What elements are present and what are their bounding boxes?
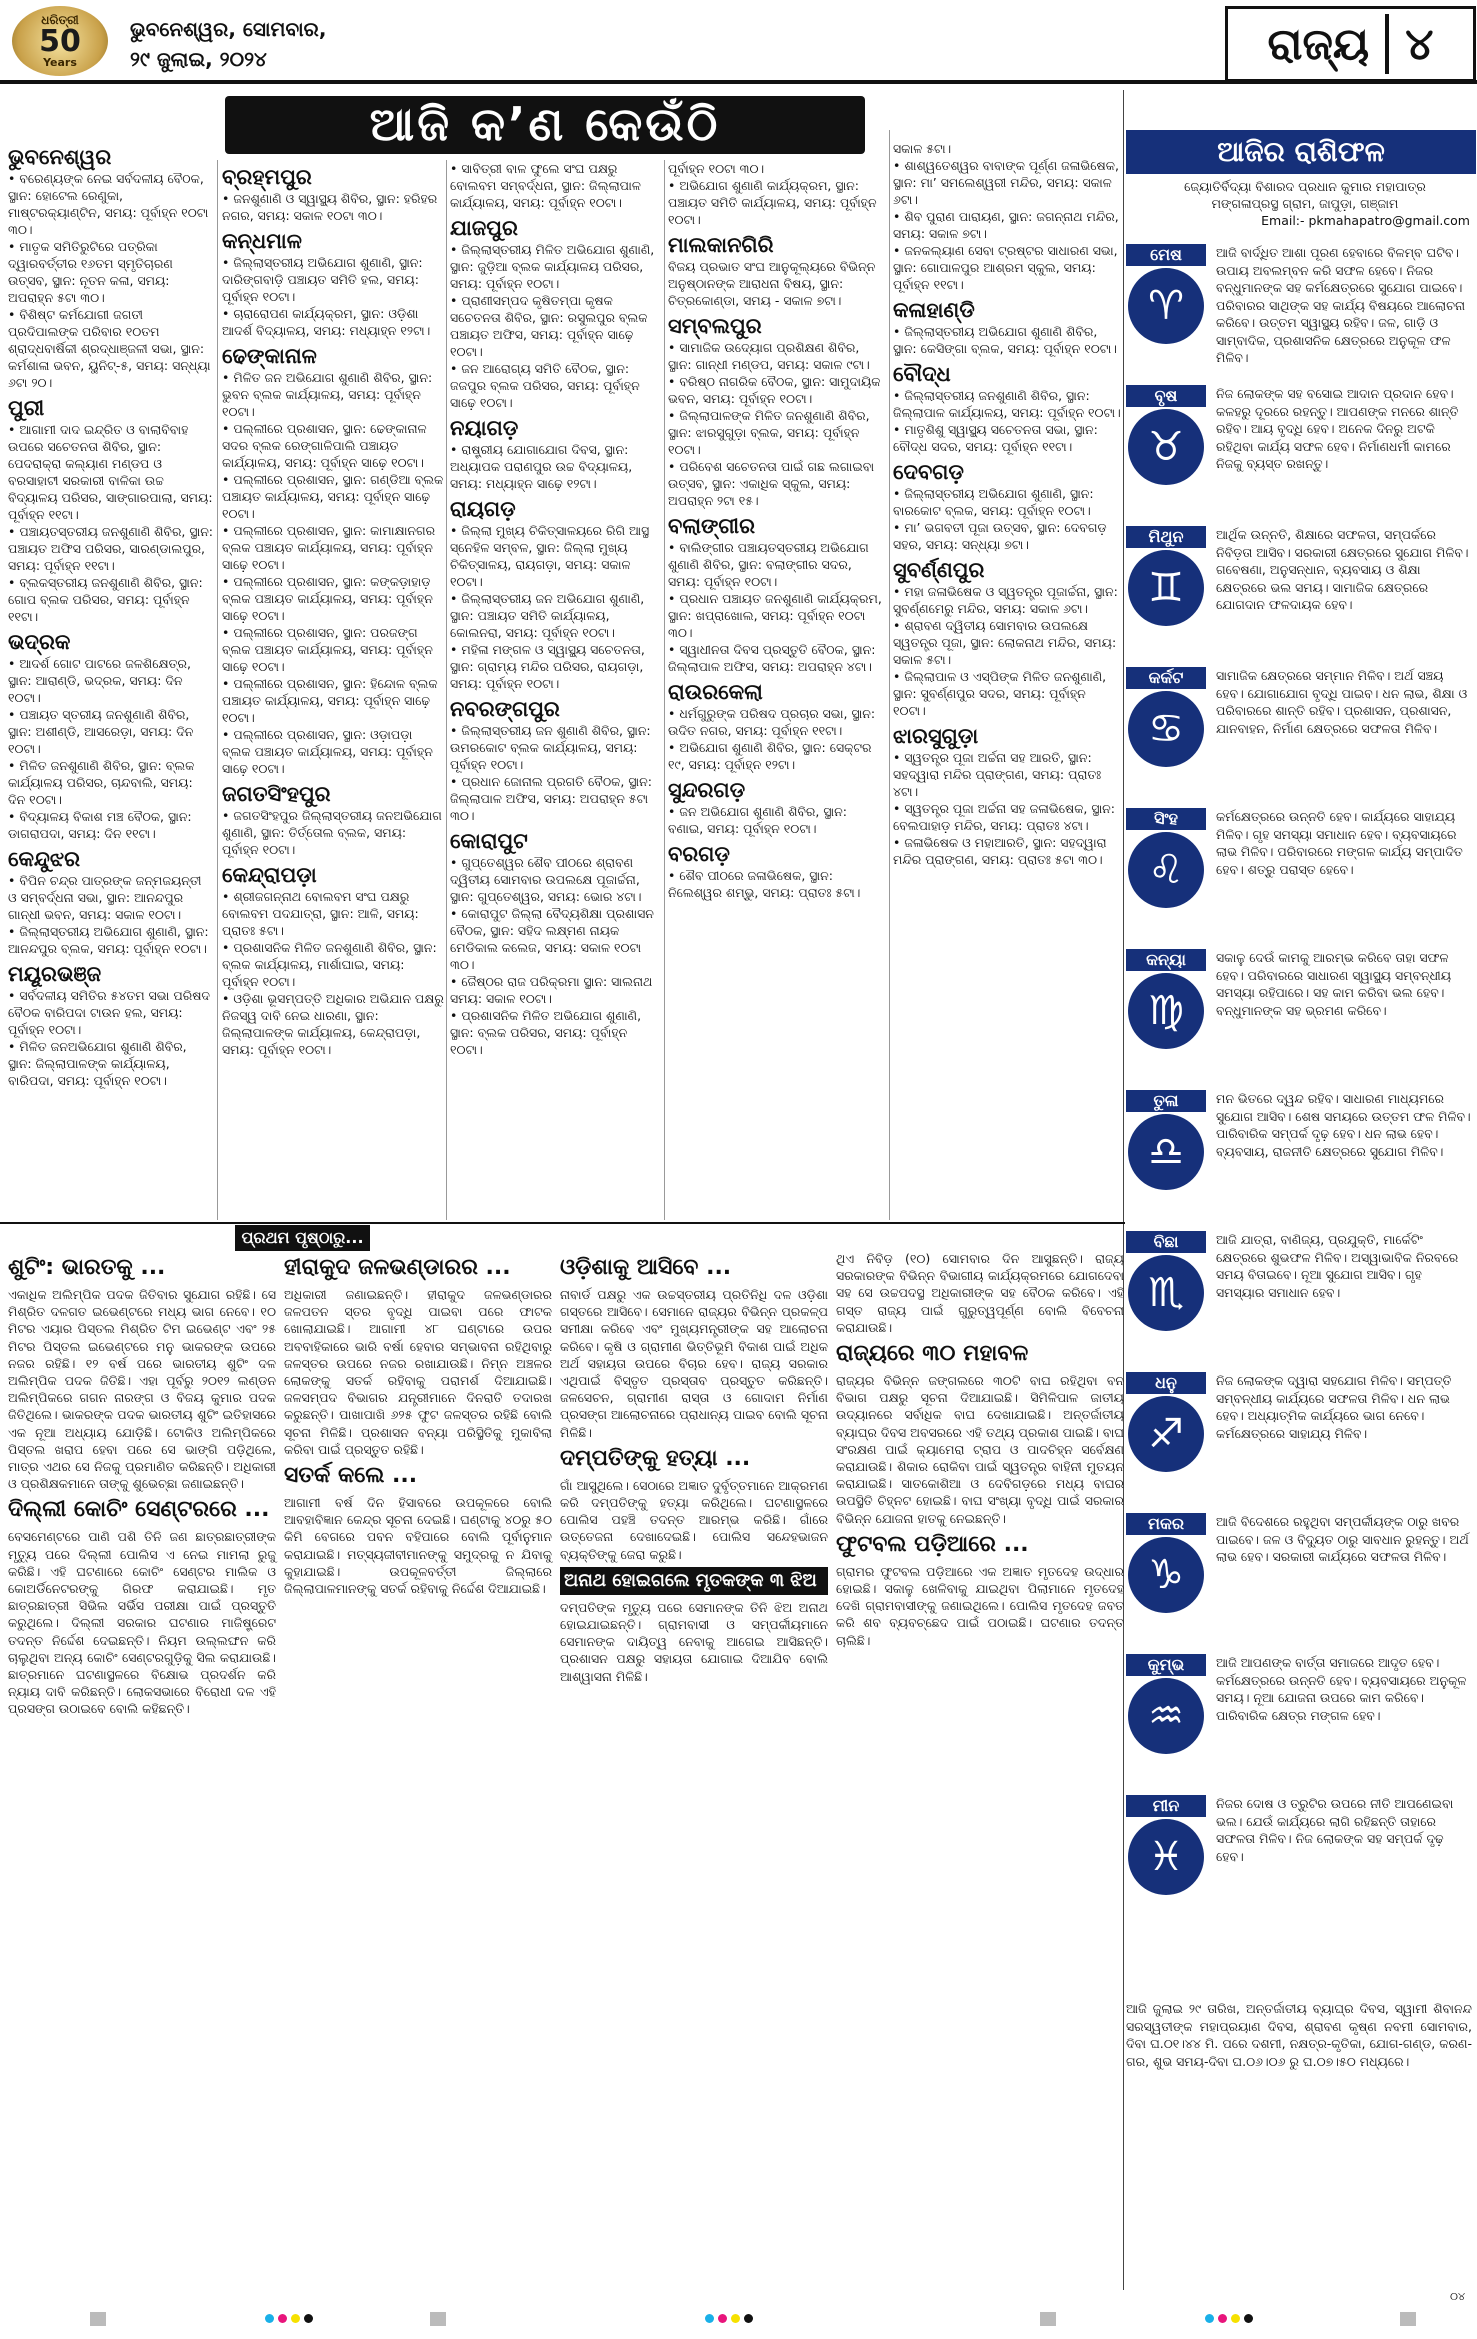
rashi-prediction: ଆଜି ବାର୍ଦ୍ଧିତ ଆଶା ପୂରଣ ହେବାରେ ବିଳମ୍ବ ଘଟିବ। ଉପାୟ ଅବଲମ୍ବନ କରି ସଫଳ ହେବେ। ନିଜର ବନ୍ଧୁମାନଙ୍କ ସହ କର୍ମକ୍ଷେତ୍ରରେ ସୁଯୋଗ ପାଇବେ। ପରିବାରର ସାଥିଙ୍କ ସହ କାର୍ଯ୍ୟ ବିଷୟରେ ଆଲୋଚନା କରିବେ। ଉତ୍ତମ ସ୍ୱାସ୍ଥ୍ୟ ରହିବ। ଜଳ, ଗାଡ଼ି ଓ ସାମ୍ବାଦିକ, ପ୍ରଶାସନିକ କ୍ଷେତ୍ରରେ ଅନୁକୂଳ ଫଳ ମିଳିବ।: [1216, 245, 1466, 365]
article-body: ଅଧିକାରୀ ଜଣାଇଛନ୍ତି। ହୀରାକୁଦ ଜଳଭଣ୍ଡାରର ଜଳପତନ ସ୍ତର ବୃଦ୍ଧି ପାଇବା ପରେ ଫାଟକ ଖୋଲାଯାଇଛି। ଆଗାମୀ ୪୮ ଘଣ୍ଟାରେ ଉପର ଅବବାହିକାରେ ଭାରି ବର୍ଷା ହେବାର ସମ୍ଭାବନା ରହିଥିବାରୁ ଜଳସ୍ତର ଉପରେ ନଜର ରଖାଯାଉଛି। ନିମ୍ନ ଅଞ୍ଚଳର ଲୋକଙ୍କୁ ସତର୍କ ରହିବାକୁ ପରାମର୍ଶ ଦିଆଯାଇଛି। ଜଳସମ୍ପଦ ବିଭାଗର ଯନ୍ତ୍ରୀମାନେ ଦିନରାତି ତଦାରଖ କରୁଛନ୍ତି। ପାଖାପାଖି ୬୨୫ ଫୁଟ ଜଳସ୍ତର ରହିଛି ବୋଲି ସୂଚନା ମିଳିଛି। ପ୍ରଶାସନ ବନ୍ୟା ପରିସ୍ଥିତିକୁ ମୁକାବିଲା କରିବା ପାଇଁ ପ୍ରସ୍ତୁତ ରହିଛି।: [284, 1287, 552, 1457]
event-item: • ସ୍ୱତନ୍ତ୍ର ପୂଜା ଅର୍ଚ୍ଚନା ସହ ଜଳାଭିଷେକ, ସ୍ଥାନ: ବେଲପାହାଡ଼ ମନ୍ଦିର, ସମୟ: ପ୍ରାତଃ ୪ଟା।: [893, 801, 1116, 833]
district-heading: କଳାହାଣ୍ଡି: [893, 298, 975, 322]
rashi-prediction: ନିଜ ଲୋକଙ୍କ ଦ୍ୱାରା ସହଯୋଗ ମିଳିବ। ସମ୍ପତ୍ତି ସମ୍ବନ୍ଧୀୟ କାର୍ଯ୍ୟରେ ସଫଳତା ମିଳିବ। ଧନ ଲାଭ ହେବ। ଅଧ୍ୟାତ୍ମିକ କାର୍ଯ୍ୟରେ ଭାଗ ନେବେ। କର୍ମକ୍ଷେତ୍ରରେ ସାହାଯ୍ୟ ମିଳିବ।: [1216, 1373, 1452, 1441]
rashi-name: ତୁଳା: [1126, 1090, 1206, 1112]
rashi-name: ମୀନ: [1126, 1795, 1206, 1817]
event-item: • ଆଦର୍ଶ ଗୋଟ ପାଟରେ ଜଳଶିକ୍ଷେତ୍ର, ସ୍ଥାନ: ଆରାଣ୍ଡି, ଭଦ୍ରକ, ସମୟ: ଦିନ ୧୦ଟା।: [8, 656, 191, 705]
newspaper-logo[interactable]: [12, 6, 108, 76]
date-line: [130, 14, 326, 74]
event-item: • ଜିଲ୍ଲାସ୍ତରୀୟ ଜନ ଶୁଣାଣି ଶିବିର, ସ୍ଥାନ: ଉମରକୋଟ ବ୍ଲକ କାର୍ଯ୍ୟାଳୟ, ସମୟ: ପୂର୍ବାହ୍ନ ୧୦ଟା।: [450, 723, 651, 772]
event-item: • ଶୈବ ପୀଠରେ ଜଳାଭିଷେକ, ସ୍ଥାନ: ନିଲେଶ୍ୱର ଶମ୍ଭୁ, ସମୟ: ପ୍ରାତଃ ୫ଟା।: [668, 868, 861, 900]
rashi-name: ମକର: [1126, 1513, 1206, 1535]
event-item: • ମା’ ଭଗବତୀ ପୂଜା ଉତ୍ସବ, ସ୍ଥାନ: ଦେବଗଡ଼ ସହର, ସମୟ: ସନ୍ଧ୍ୟା ୭ଟା।: [893, 520, 1107, 552]
event-item: • ପଞ୍ଚାୟତସ୍ତରୀୟ ଜନଶୁଣାଣି ଶିବିର, ସ୍ଥାନ: ପଞ୍ଚାୟତ ଅଫିସ ପରିସର, ସାରଣ୍ଡାଲପୁର, ସମୟ: ପୂର୍ବାହ୍ନ ୧୧ଟା।: [8, 524, 214, 573]
district-heading: ଯାଜପୁର: [450, 216, 518, 240]
rashi-prediction: ଆଜି ବିଦେଶରେ ରହୁଥିବା ସମ୍ପର୍କୀୟଙ୍କ ଠାରୁ ଖବର ପାଇବେ। ଜଳ ଓ ବିଦ୍ୟୁତ ଠାରୁ ସାବଧାନ ରୁହନ୍ତୁ। ଅର୍ଥ ଲାଭ ହେବ। ସରକାରୀ କାର୍ଯ୍ୟରେ ସଫଳତା ମିଳିବ।: [1216, 1514, 1469, 1564]
event-item: • ଜଗତସିଂହପୁର ଜିଲ୍ଲାସ୍ତରୀୟ ଜନଅଭିଯୋଗ ଶୁଣାଣି, ସ୍ଥାନ: ତିର୍ତ୍ତୋଲ ବ୍ଲକ, ସମୟ: ପୂର୍ବାହ୍ନ ୧୦ଟା।: [222, 808, 442, 857]
article-body: ଗାଁ ଆସୁଥିଲେ। ସେଠାରେ ଅଜ୍ଞାତ ଦୁର୍ବୃତ୍ତମାନେ ଆକ୍ରମଣ କରି ଦମ୍ପତିଙ୍କୁ ହତ୍ୟା କରିଥିଲେ। ଘଟଣାସ୍ଥଳରେ ପୋଲିସ ପହଞ୍ଚି ତଦନ୍ତ ଆରମ୍ଭ କରିଛି। ଗାଁରେ ଉତ୍ତେଜନା ଦେଖାଦେଇଛି। ପୋଲିସ ସନ୍ଦେହଭାଜନ ବ୍ୟକ୍ତିଙ୍କୁ ଜେରା କରୁଛି।: [560, 1477, 828, 1562]
event-item: • ଜିଲ୍ଲାସ୍ତରୀୟ ମିଳିତ ଅଭିଯୋଗ ଶୁଣାଣି, ସ୍ଥାନ: ଜୁଡ଼ିଆ ବ୍ଲକ କାର୍ଯ୍ୟାଳୟ ପରିସର, ସମୟ: ପୂର୍ବାହ୍ନ ୧୦ଟା।: [450, 242, 655, 291]
article-headline[interactable]: ଶୁଟିଂ: ଭାରତକୁ ...: [8, 1255, 166, 1280]
district-heading: ପୁରୀ: [8, 396, 45, 420]
article-body: ନାବାର୍ଡ ପକ୍ଷରୁ ଏକ ଉଚ୍ଚସ୍ତରୀୟ ପ୍ରତିନିଧି ଦଳ ଓଡ଼ିଶା ଗସ୍ତରେ ଆସିବେ। ସେମାନେ ରାଜ୍ୟର ବିଭିନ୍ନ ପ୍ରକଳ୍ପ ସମୀକ୍ଷା କରିବେ ଏବଂ ମୁଖ୍ୟମନ୍ତ୍ରୀଙ୍କ ସହ ଆଲୋଚନା କରିବେ। କୃଷି ଓ ଗ୍ରାମୀଣ ଭିତ୍ତିଭୂମି ବିକାଶ ପାଇଁ ଅଧିକ ଅର୍ଥ ସହାୟତା ଉପରେ ବିଚାର ହେବ। ରାଜ୍ୟ ସରକାର ଏଥିପାଇଁ ବିସ୍ତୃତ ପ୍ରସ୍ତାବ ପ୍ରସ୍ତୁତ କରିଛନ୍ତି। ଜଳସେଚନ, ଗ୍ରାମୀଣ ରାସ୍ତା ଓ ଗୋଦାମ ନିର୍ମାଣ ପ୍ରସଙ୍ଗ ଆଲୋଚନାରେ ପ୍ରାଧାନ୍ୟ ପାଇବ ବୋଲି ସୂଚନା ମିଳିଛି।: [560, 1287, 828, 1440]
event-item: • ସାବିତ୍ରୀ ବାଳ ଫୁଲେ ସଂଘ ପକ୍ଷରୁ ବୋଲବମ ସମ୍ବର୍ଦ୍ଧନା, ସ୍ଥାନ: ଜିଲ୍ଲାପାଳ କାର୍ଯ୍ୟାଳୟ, ସମୟ: ପୂର୍ବାହ୍ନ ୧୦ଟା।: [450, 161, 641, 210]
district-heading: ବଲାଙ୍ଗୀର: [668, 514, 755, 538]
event-item: • ଜୈଷ୍ଠର ରାଜ ପରିକ୍ରମା ସ୍ଥାନ: ସାଲନାଥ ସମୟ: ସକାଳ ୧୦ଟା।: [450, 974, 653, 1006]
district-heading: ବରଗଡ଼: [668, 842, 730, 866]
magenta-dot: [278, 2314, 287, 2323]
event-item: • ଜିଲ୍ଲାସ୍ତରୀୟ ଅଭିଯୋଗ ଶୁଣାଣି, ସ୍ଥାନ: ବାରକୋଟ ବ୍ଲକ, ସମୟ: ପୂର୍ବାହ୍ନ ୧୦ଟା।: [893, 486, 1094, 518]
district-heading: ମାଲକାନଗିରି: [668, 233, 774, 257]
event-item: • ମିଳିତ ଜନଶୁଣାଣି ଶିବିର, ସ୍ଥାନ: ବ୍ଲକ କାର୍ଯ୍ୟାଳୟ ପରିସର, ଚାନ୍ଦବାଲି, ସମୟ: ଦିନ ୧୦ଟା।: [8, 758, 195, 807]
district-heading: ଝାରସୁଗୁଡ଼ା: [893, 724, 979, 748]
article-headline[interactable]: ଅନାଥ ହୋଇଗଲେ ମୃତକଙ୍କ ୩ ଝିଅ: [560, 1567, 828, 1595]
event-item: • ଅଭିଯୋଗ ଶୁଣାଣି କାର୍ଯ୍ୟକ୍ରମ, ସ୍ଥାନ: ପଞ୍ଚାୟତ ସମିତି କାର୍ଯ୍ୟାଳୟ, ସମୟ: ପୂର୍ବାହ୍ନ ୧୦ଟା।: [668, 178, 877, 227]
event-item: • ଜିଲ୍ଲାସ୍ତରୀୟ ଅଭିଯୋଗ ଶୁଣାଣି ଶିବିର, ସ୍ଥାନ: କେସିଙ୍ଗା ବ୍ଲକ, ସମୟ: ପୂର୍ବାହ୍ନ ୧୦ଟା।: [893, 324, 1117, 356]
event-item: • ଜନ ଆରୋଗ୍ୟ ସମିତି ବୈଠକ, ସ୍ଥାନ: ଜଜପୁର ବ୍ଲକ ପରିସର, ସମୟ: ପୂର୍ବାହ୍ନ ସାଢ଼େ ୧୦ଟା।: [450, 361, 640, 410]
event-item: • ମାତୃଶିଶୁ ସ୍ୱାସ୍ଥ୍ୟ ସଚେତନତା ସଭା, ସ୍ଥାନ: ବୌଦ୍ଧ ସଦର, ସମୟ: ପୂର୍ବାହ୍ନ ୧୧ଟା।: [893, 422, 1098, 454]
zodiac-icon: ♍: [1128, 973, 1204, 1049]
event-item: • ଶିବ ପୁରାଣ ପାରାୟଣ, ସ୍ଥାନ: ଜଗନ୍ନାଥ ମନ୍ଦିର, ସମୟ: ସକାଳ ୭ଟା।: [893, 209, 1119, 241]
district-heading: ଭୁବନେଶ୍ୱର: [8, 145, 112, 169]
zodiac-icon: ♒: [1128, 1678, 1204, 1754]
district-heading: ଢେଙ୍କାନାଳ: [222, 344, 317, 368]
article-headline[interactable]: ଦିଲ୍ଲୀ କୋଚିଂ ସେଣ୍ଟରରେ ...: [8, 1497, 270, 1523]
rashi-name: କର୍କଟ: [1126, 667, 1206, 689]
event-item: • ବାଲିଙ୍ଗୀର ପଞ୍ଚାୟତସ୍ତରୀୟ ଅଭିଯୋଗ ଶୁଣାଣି ଶିବିର, ସ୍ଥାନ: ବଲାଙ୍ଗୀର ସଦର, ସମୟ: ପୂର୍ବାହ୍ନ ୧୦ଟା।: [668, 540, 869, 589]
event-item: • ଜନକଲ୍ୟାଣ ସେବା ଟ୍ରଷ୍ଟର ସାଧାରଣ ସଭା, ସ୍ଥାନ: ଗୋପାଳପୁର ଆଶ୍ରମ ସ୍କୁଲ, ସମୟ: ପୂର୍ବାହ୍ନ ୧୧ଟା।: [893, 243, 1118, 292]
article-headline[interactable]: ଓଡ଼ିଶାକୁ ଆସିବେ ...: [560, 1255, 732, 1280]
rashi-name: କନ୍ୟା: [1126, 949, 1206, 971]
event-item: • ପଲ୍ଲୀରେ ପ୍ରଶାସନ, ସ୍ଥାନ: ହିନ୍ଦୋଳ ବ୍ଲକ ପଞ୍ଚାୟତ କାର୍ଯ୍ୟାଳୟ, ସମୟ: ପୂର୍ବାହ୍ନ ସାଢ଼େ ୧୦ଟା।: [222, 676, 438, 725]
event-item: • ଚାରାରୋପଣ କାର୍ଯ୍ୟକ୍ରମ, ସ୍ଥାନ: ଓଡ଼ିଶା ଆଦର୍ଶ ବିଦ୍ୟାଳୟ, ସମୟ: ମଧ୍ୟାହ୍ନ ୧୨ଟା।: [222, 306, 431, 338]
registration-bar: [1400, 2312, 1416, 2326]
rashi-prediction: ଆଜି ଆପଣଙ୍କ ବାର୍ତ୍ତା ସମାଜରେ ଆଦୃତ ହେବ। କର୍ମକ୍ଷେତ୍ରରେ ଉନ୍ନତି ହେବ। ବ୍ୟବସାୟରେ ଅନୁକୂଳ ସମୟ। ନୂଆ ଯୋଜନା ଉପରେ କାମ କରିବେ। ପାରିବାରିକ କ୍ଷେତ୍ର ମଙ୍ଗଳ ହେବ।: [1216, 1655, 1467, 1723]
article-body: ଏକାଧିକ ଅଲିମ୍ପିକ ପଦକ ଜିତିବାର ସୁଯୋଗ ରହିଛି। ସେ ମିଶ୍ରିତ ଦଳଗତ ଇଭେଣ୍ଟରେ ମଧ୍ୟ ଭାଗ ନେବେ। ୧୦ ମିଟର ଏୟାର ପିସ୍ତଲ ମିଶ୍ରିତ ଟିମ ଇଭେଣ୍ଟ ଏବଂ ୨୫ ମିଟର ପିସ୍ତଲ ଇଭେଣ୍ଟରେ ମନୁ ଭାକରଙ୍କ ଉପରେ ନଜର ରହିଛି। ୧୨ ବର୍ଷ ପରେ ଭାରତୀୟ ଶୁଟିଂ ଦଳ ଅଲିମ୍ପିକ ପଦକ ଜିତିଛି। ଏହା ପୂର୍ବରୁ ୨୦୧୨ ଲଣ୍ଡନ ଅଲିମ୍ପିକରେ ଗଗନ ନାରଙ୍ଗ ଓ ବିଜୟ କୁମାର ପଦକ ଜିତିଥିଲେ। ଭାକରଙ୍କ ପଦକ ଭାରତୀୟ ଶୁଟିଂ ଇତିହାସରେ ଏକ ନୂଆ ଅଧ୍ୟାୟ ଯୋଡ଼ିଛି। ଟୋକିଓ ଅଲିମ୍ପିକରେ ପିସ୍ତଲ ଖରାପ ହେବା ପରେ ସେ ଭାଙ୍ଗି ପଡ଼ିଥିଲେ, ମାତ୍ର ଏଥର ସେ ନିଜକୁ ପ୍ରମାଣିତ କରିଛନ୍ତି। ଅଧିକାରୀ ଓ ପ୍ରଶିକ୍ଷକମାନେ ତାଙ୍କୁ ଶୁଭେଚ୍ଛା ଜଣାଇଛନ୍ତି।: [8, 1287, 276, 1492]
rashi-prediction: ସକାଳୁ ଦେଉଁ କାମକୁ ଆରମ୍ଭ କରିବେ ତାହା ସଫଳ ହେବ। ପରିବାରରେ ସାଧାରଣ ସ୍ୱାସ୍ଥ୍ୟ ସମ୍ବନ୍ଧୀୟ ସମସ୍ୟା ରହିପାରେ। ସହ କାମ କରିବା ଭଲ ହେବ। ବନ୍ଧୁମାନଙ୍କ ସହ ଭ୍ରମଣ କରିବେ।: [1216, 950, 1452, 1018]
event-item: • ମିଳିତ ଜନ ଅଭିଯୋଗ ଶୁଣାଣି ଶିବିର, ସ୍ଥାନ: ଭୁବନ ବ୍ଲକ କାର୍ଯ୍ୟାଳୟ, ସମୟ: ପୂର୍ବାହ୍ନ ୧୦ଟା।: [222, 370, 433, 419]
almanac-text: ଆଜି ଜୁଲାଇ ୨୯ ତାରିଖ, ଅନ୍ତର୍ଜାତୀୟ ବ୍ୟାଘ୍ର ଦିବସ, ସ୍ୱାମୀ ଶିବାନନ୍ଦ ସରସ୍ୱତୀଙ୍କ ମହାପ୍ରୟାଣ ଦିବସ, ଶ୍ରାବଣ କୃଷ୍ଣ ନବମୀ ସୋମବାର, ଦିବା ଘ.୦୧।୪୪ ମି. ପରେ ଦଶମୀ, ନକ୍ଷତ୍ର-କୃତିକା, ଯୋଗ-ଗଣ୍ଡ, କରଣ-ଗର, ଶୁଭ ସମୟ-ଦିବା ଘ.୦୬।୦୬ ରୁ ଘ.୦୭।୫୦ ମଧ୍ୟରେ।: [1126, 2001, 1472, 2069]
header-rule: [0, 80, 1477, 84]
rashi-prediction: ନିଜ ଲୋକଙ୍କ ସହ ବସୋଇ ଆଦାନ ପ୍ରଦାନ ହେବ। କଳହରୁ ଦୂରରେ ରହନ୍ତୁ। ଆପଣଙ୍କ ମନରେ ଶାନ୍ତି ରହିବ। ଆୟ ବୃଦ୍ଧି ହେବ। ଅନେକ ଦିନରୁ ଅଟକି ରହିଥିବା କାର୍ଯ୍ୟ ସଫଳ ହେବ। ନିର୍ମାଣଧର୍ମୀ କାମରେ ନିଜକୁ ବ୍ୟସ୍ତ ରଖନ୍ତୁ।: [1216, 386, 1459, 471]
event-item: • ଓଡ଼ିଶା ଭୂସମ୍ପତ୍ତି ଅଧିକାର ଅଭିଯାନ ପକ୍ଷରୁ ନିଜସ୍ୱ ଦାବି ନେଇ ଧାରଣା, ସ୍ଥାନ: ଜିଲ୍ଲାପାଳଙ୍କ କାର୍ଯ୍ୟାଳୟ, କେନ୍ଦ୍ରାପଡ଼ା, ସମୟ: ପୂର୍ବାହ୍ନ ୧୦ଟା।: [222, 991, 444, 1057]
event-item: • ବିଦ୍ୟାଳୟ ବିକାଶ ମଞ୍ଚ ବୈଠକ, ସ୍ଥାନ: ଡାଗରାପଦା, ସମୟ: ଦିନ ୧୧ଟା।: [8, 809, 192, 841]
district-heading: ସମ୍ବଲପୁର: [668, 314, 762, 338]
event-item: • ପ୍ରାଣୀସମ୍ପଦ କୃଷିତମ୍ପା କୃଷକ ସଚେତନତା ଶିବିର, ସ୍ଥାନ: ରସୁଲପୁର ବ୍ଲକ ପଞ୍ଚାୟତ ଅଫିସ, ସମୟ: ପୂର୍ବାହ୍ନ ସାଢ଼େ ୧୦ଟା।: [450, 293, 648, 359]
yellow-dot: [291, 2314, 300, 2323]
column-divider: [217, 160, 218, 1220]
zodiac-icon: ♋: [1128, 691, 1204, 767]
author-address: ମଙ୍ଗଳାପ୍ରସ୍ଥ ଗ୍ରାମ, ଜାପୁଡ଼ା, ଗଞ୍ଜାମ: [1211, 196, 1399, 211]
zodiac-icon: ♌: [1128, 832, 1204, 908]
zodiac-icon: ♈: [1128, 268, 1204, 344]
rashi-name: ସିଂହ: [1126, 808, 1206, 830]
event-item: • ପ୍ରଧାନ ଜୋନାଲ ପ୍ରଗତି ବୈଠକ, ସ୍ଥାନ: ଜିଲ୍ଲାପାଳ ଅଫିସ, ସମୟ: ଅପରାହ୍ନ ୫ଟା ୩୦।: [450, 774, 652, 823]
event-item: • ବିପିନ ଚନ୍ଦ୍ର ପାତ୍ରଙ୍କ ଜନ୍ମଜୟନ୍ତୀ ଓ ସମ୍ବର୍ଦ୍ଧନା ସଭା, ସ୍ଥାନ: ଆନନ୍ଦପୁର ଗାନ୍ଧୀ ଭବନ, ସମୟ: ସକାଳ ୧୦ଟା।: [8, 873, 202, 922]
district-heading: ମୟୂରଭଞ୍ଜ: [8, 962, 102, 986]
event-item: • ଜିଲ୍ଲାପାଳଙ୍କ ମିଳିତ ଜନଶୁଣାଣି ଶିବିର, ସ୍ଥାନ: ଝାରସୁଗୁଡ଼ା ବ୍ଲକ, ସମୟ: ପୂର୍ବାହ୍ନ ୧୦ଟା।: [668, 408, 870, 457]
article-body: ଆଗାମୀ ବର୍ଷ ଦିନ ହିସାବରେ ଉପକୂଳରେ ବୋଲି ଆବହାବିଜ୍ଞାନ କେନ୍ଦ୍ର ସୂଚନା ଦେଇଛି। ଘଣ୍ଟାକୁ ୪୦ରୁ ୫୦ କିମି ବେଗରେ ପବନ ବହିପାରେ ବୋଲି ପୂର୍ବାନୁମାନ କରାଯାଇଛି। ମତ୍ସ୍ୟଜୀବୀମାନଙ୍କୁ ସମୁଦ୍ରକୁ ନ ଯିବାକୁ କୁହାଯାଇଛି। ଉପକୂଳବର୍ତ୍ତୀ ଜିଲ୍ଲାରେ ଜିଲ୍ଲାପାଳମାନଙ୍କୁ ସତର୍କ ରହିବାକୁ ନିର୍ଦ୍ଦେଶ ଦିଆଯାଇଛି।: [284, 1495, 552, 1597]
event-item: • ମହା ଜଳାଭିଷେକ ଓ ସ୍ୱତନ୍ତ୍ର ପୂଜାର୍ଚ୍ଚନା, ସ୍ଥାନ: ସୁବର୍ଣ୍ଣମେରୁ ମନ୍ଦିର, ସମୟ: ସକାଳ ୬ଟା।: [893, 584, 1118, 616]
event-item: • ସ୍ୱତନ୍ତ୍ର ପୂଜା ଅର୍ଚ୍ଚନା ସହ ଆରତି, ସ୍ଥାନ: ସହଦ୍ୱାରା ମନ୍ଦିର ପ୍ରାଙ୍ଗଣ, ସମୟ: ପ୍ରାତଃ ୪ଟା।: [893, 750, 1102, 799]
article-headline[interactable]: ରାଜ୍ୟରେ ୩୦ ମହାବଳ: [836, 1341, 1029, 1367]
page-number-big: ୪: [1405, 18, 1434, 70]
event-item: • କୋରାପୁଟ ଜିଲ୍ଲା ବୈଦ୍ୟଶିକ୍ଷା ପ୍ରଶାସନ ବୈଠକ, ସ୍ଥାନ: ସହିଦ ଲକ୍ଷ୍ମଣ ନାୟକ ମେଡିକାଲ କଲେଜ, ସମୟ: ସକାଳ ୧୦ଟା ୩୦।: [450, 906, 654, 972]
event-item: • ରାଷ୍ଟ୍ରୀୟ ଯୋଗାଯୋଗ ଦିବସ, ସ୍ଥାନ: ଅଧ୍ୟାପକ ପରାଣପୁର ଉଚ୍ଚ ବିଦ୍ୟାଳୟ, ସମୟ: ମଧ୍ୟାହ୍ନ ସାଢ଼େ ୧୨ଟା।: [450, 442, 633, 491]
event-item: • ସାମାଜିକ ଉଦ୍ୟୋଗ ପ୍ରଶିକ୍ଷଣ ଶିବିର, ସ୍ଥାନ: ଗାନ୍ଧୀ ମଣ୍ଡପ, ସମୟ: ସକାଳ ୯ଟା।: [668, 340, 870, 372]
event-item: • ପରିବେଶ ସଚେତନତା ପାଇଁ ଗଛ ଲଗାଇବା ଉତ୍ସବ, ସ୍ଥାନ: ଏକାଧିକ ସ୍କୁଲ, ସମୟ: ଅପରାହ୍ନ ୨ଟା ୧୫।: [668, 459, 875, 508]
event-item: • ପଲ୍ଲୀରେ ପ୍ରଶାସନ, ସ୍ଥାନ: କଙ୍କଡ଼ାହାଡ଼ ବ୍ଲକ ପଞ୍ଚାୟତ କାର୍ଯ୍ୟାଳୟ, ସମୟ: ପୂର୍ବାହ୍ନ ସାଢ଼େ ୧୦ଟା।: [222, 574, 433, 623]
logo-years-number: 50: [39, 24, 81, 59]
district-heading: କୋରାପୁଟ: [450, 829, 528, 853]
zodiac-icon: ♓: [1128, 1819, 1204, 1895]
registration-bar: [430, 2312, 446, 2326]
section-title-box: [1225, 6, 1476, 82]
rashi-prediction: କର୍ମକ୍ଷେତ୍ରରେ ଉନ୍ନତି ହେବ। କାର୍ଯ୍ୟରେ ସାହାଯ୍ୟ ମିଳିବ। ଗୃହ ସମସ୍ୟା ସମାଧାନ ହେବ। ବ୍ୟବସାୟରେ ଲାଭ ମିଳିବ। ପରିବାରରେ ମଙ୍ଗଳ କାର୍ଯ୍ୟ ସମ୍ପାଦିତ ହେବ। ଶତ୍ରୁ ପରାସ୍ତ ହେବେ।: [1216, 809, 1463, 877]
event-item: • ବ୍ଲକସ୍ତରୀୟ ଜନଶୁଣାଣି ଶିବିର, ସ୍ଥାନ: ଗୋପ ବ୍ଲକ ପରିସର, ସମୟ: ପୂର୍ବାହ୍ନ ୧୧ଟା।: [8, 575, 203, 624]
logo-years-label: Years: [43, 56, 77, 69]
district-heading: ଦେବଗଡ଼: [893, 460, 964, 484]
event-item: • ପଞ୍ଚାୟତ ସ୍ତରୀୟ ଜନଶୁଣାଣି ଶିବିର, ସ୍ଥାନ: ଅଶୀଣ୍ଡି, ଆସରେଡ଼ା, ସମୟ: ଦିନ ୧୦ଟା।: [8, 707, 194, 756]
event-item: • ଜଳାଭିଷେକ ଓ ମହାଆରତି, ସ୍ଥାନ: ସହଦ୍ୱାରା ମନ୍ଦିର ପ୍ରାଙ୍ଗଣ, ସମୟ: ପ୍ରାତଃ ୫ଟା ୩୦।: [893, 835, 1107, 867]
district-heading: ସୁନ୍ଦରଗଡ଼: [668, 778, 746, 802]
article-body: ବେସମେଣ୍ଟରେ ପାଣି ପଶି ତିନି ଜଣ ଛାତ୍ରଛାତ୍ରୀଙ୍କ ମୃତ୍ୟୁ ପରେ ଦିଲ୍ଲୀ ପୋଲିସ ଏ ନେଇ ମାମଲା ରୁଜୁ କରିଛି। ଏହି ଘଟଣାରେ କୋଚିଂ ସେଣ୍ଟର ମାଲିକ ଓ କୋଅର୍ଡିନେଟରଙ୍କୁ ଗିରଫ କରାଯାଇଛି। ମୃତ ଛାତ୍ରଛାତ୍ରୀ ସିଭିଲ ସର୍ଭିସ ପରୀକ୍ଷା ପାଇଁ ପ୍ରସ୍ତୁତି କରୁଥିଲେ। ଦିଲ୍ଲୀ ସରକାର ଘଟଣାର ମାଜିଷ୍ଟ୍ରେଟ ତଦନ୍ତ ନିର୍ଦ୍ଦେଶ ଦେଇଛନ୍ତି। ନିୟମ ଉଲ୍ଲଙ୍ଘନ କରି ଚାଲୁଥିବା ଅନ୍ୟ କୋଚିଂ ସେଣ୍ଟରଗୁଡ଼ିକୁ ସିଲ କରାଯାଉଛି। ଛାତ୍ରମାନେ ଘଟଣାସ୍ଥଳରେ ବିକ୍ଷୋଭ ପ୍ରଦର୍ଶନ କରି ନ୍ୟାୟ ଦାବି କରିଛନ୍ତି। ଲୋକସଭାରେ ବିରୋଧୀ ଦଳ ଏହି ପ୍ରସଙ୍ଗ ଉଠାଇବେ ବୋଲି କହିଛନ୍ତି।: [8, 1529, 276, 1717]
event-item: • ପଲ୍ଲୀରେ ପ୍ରଶାସନ, ସ୍ଥାନ: ଢେଙ୍କାନାଳ ସଦର ବ୍ଲକ ରେଙ୍ଗାଳିପାଲି ପଞ୍ଚାୟତ କାର୍ଯ୍ୟାଳୟ, ସମୟ: ପୂର୍ବାହ୍ନ ସାଢ଼େ ୧୦ଟା।: [222, 421, 427, 470]
author-name: ଜ୍ୟୋତିର୍ବିଦ୍ୟା ବିଶାରଦ ପ୍ରଧାନ କୁମାର ମହାପାତ୍ର: [1184, 179, 1426, 194]
rashifal-banner: ଆଜିର ରାଶିଫଳ: [1126, 130, 1476, 174]
cyan-dot: [705, 2314, 714, 2323]
rashi-name: ମିଥୁନ: [1126, 526, 1206, 548]
cyan-dot: [1205, 2314, 1214, 2323]
event-item: • ଜିଲ୍ଲା ମୁଖ୍ୟ ଚିକିତ୍ସାଳୟରେ ରିଗି ଆସ୍ଥ ସ୍ନେହିଳ ସମ୍ବଳ, ସ୍ଥାନ: ଜିଲ୍ଲା ମୁଖ୍ୟ ଚିକିତ୍ସାଳୟ, ରାୟଗଡ଼ା, ସମୟ: ସକାଳ ୧୦ଟା।: [450, 523, 650, 589]
masthead: [0, 0, 1477, 95]
registration-bar: [1040, 2312, 1056, 2326]
zodiac-icon: ♐: [1128, 1396, 1204, 1472]
continued-label: ପ୍ରଥମ ପୃଷ୍ଠାରୁ...: [235, 1225, 370, 1251]
event-item: • ଜନଶୁଣାଣି ଓ ସ୍ୱାସ୍ଥ୍ୟ ଶିବିର, ସ୍ଥାନ: ହରିହର ନଗର, ସମୟ: ସକାଳ ୧୦ଟା ୩୦।: [222, 191, 438, 223]
registration-bar: [90, 2312, 106, 2326]
event-item: • ଆଗାମୀ ଦାଦ ଇନ୍ଦ୍ରିତ ଓ ବାଲାବିବାହ ଉପରେ ସଚେତନତା ଶିବିର, ସ୍ଥାନ: ପେଦରାକ୍ରା କଲ୍ୟାଣ ମଣ୍ଡପ ଓ ବରସାହାଟୀ ସରକାରୀ ବାଳିକା ଉଚ୍ଚ ବିଦ୍ୟାଳୟ ପରିସର, ସାଙ୍ଗାରପାଲା, ସମୟ: ପୂର୍ବାହ୍ନ ୧୧ଟା।: [8, 422, 213, 522]
event-item: • ପଲ୍ଲୀରେ ପ୍ରଶାସନ, ସ୍ଥାନ: କାମାକ୍ଷାନଗର ବ୍ଲକ ପଞ୍ଚାୟତ କାର୍ଯ୍ୟାଳୟ, ସମୟ: ପୂର୍ବାହ୍ନ ସାଢ଼େ ୧୦ଟା।: [222, 523, 436, 572]
district-heading: କେନ୍ଦ୍ରାପଡ଼ା: [222, 863, 317, 887]
article-headline[interactable]: ହୀରାକୁଦ ଜଳଭଣ୍ଡାରର ...: [284, 1255, 511, 1280]
zodiac-icon: ♏: [1128, 1255, 1204, 1331]
event-item: • ଗୁପ୍ତେଶ୍ୱର ଶୈବ ପୀଠରେ ଶ୍ରାବଣ ଦ୍ୱିତୀୟ ସୋମବାର ଉପଲକ୍ଷେ ପୂଜାର୍ଚ୍ଚନା, ସ୍ଥାନ: ଗୁପ୍ତେଶ୍ୱର, ସମୟ: ଭୋର ୪ଟା।: [450, 855, 642, 904]
yellow-dot: [1231, 2314, 1240, 2323]
event-item: • ଜିଲ୍ଲାସ୍ତରୀୟ ଅଭିଯୋଗ ଶୁଣାଣି, ସ୍ଥାନ: ଦାରିଙ୍ଗବାଡ଼ି ପଞ୍ଚାୟତ ସମିତି ହଲ, ସମୟ: ପୂର୍ବାହ୍ନ ୧୦ଟା।: [222, 255, 423, 304]
zodiac-icon: ♉: [1128, 409, 1204, 485]
district-heading: ଜଗତସିଂହପୁର: [222, 782, 331, 806]
rashi-prediction: ଆଜି ଯାତ୍ରା, ବାଣିଜ୍ୟ, ପ୍ରଯୁକ୍ତି, ମାର୍କେଟିଂ କ୍ଷେତ୍ରରେ ଶୁଭଫଳ ମିଳିବ। ଅସ୍ୱାଭାବିକ ନିରବରେ ସମୟ ବିତାଇବେ। ନୂଆ ସୁଯୋଗ ଆସିବ। ଗୃହ ସମସ୍ୟାର ସମାଧାନ ହେବ।: [1216, 1232, 1459, 1300]
article-body: ରାଜ୍ୟର ବିଭିନ୍ନ ଜଙ୍ଗଲରେ ୩୦ଟି ବାଘ ରହିଥିବା ବନ ବିଭାଗ ପକ୍ଷରୁ ସୂଚନା ଦିଆଯାଇଛି। ସିମିଳିପାଳ ଜାତୀୟ ଉଦ୍ୟାନରେ ସର୍ବାଧିକ ବାଘ ଦେଖାଯାଇଛି। ଅନ୍ତର୍ଜାତୀୟ ବ୍ୟାଘ୍ର ଦିବସ ଅବସରରେ ଏହି ତଥ୍ୟ ପ୍ରକାଶ ପାଇଛି। ବାଘ ସଂରକ୍ଷଣ ପାଇଁ କ୍ୟାମେରା ଟ୍ରାପ ଓ ପାଦଚିହ୍ନ ସର୍ବେକ୍ଷଣ କରାଯାଉଛି। ଶିକାର ରୋକିବା ପାଇଁ ସ୍ୱତନ୍ତ୍ର ବାହିନୀ ମୁତୟନ କରାଯାଇଛି। ସାତକୋଶିଆ ଓ ଦେବିଗଡ଼ରେ ମଧ୍ୟ ବାଘର ଉପସ୍ଥିତି ଚିହ୍ନଟ ହୋଇଛି। ବାଘ ସଂଖ୍ୟା ବୃଦ୍ଧି ପାଇଁ ସରକାର ବିଭିନ୍ନ ଯୋଜନା ହାତକୁ ନେଇଛନ୍ତି।: [836, 1373, 1124, 1526]
date-value: ୨୯ ଜୁଲାଇ, ୨୦୨୪: [130, 47, 267, 71]
article-column-2: [284, 1250, 552, 1597]
magenta-dot: [718, 2314, 727, 2323]
district-heading: ରାୟଗଡ଼: [450, 497, 516, 521]
rashi-prediction: ସାମାଜିକ କ୍ଷେତ୍ରରେ ସମ୍ମାନ ମିଳିବ। ଅର୍ଥ ସଞ୍ଚୟ ହେବ। ଯୋଗାଯୋଗ ବୃଦ୍ଧି ପାଇବ। ଧନ ଲାଭ, ଶିକ୍ଷା ଓ ପରିବାରରେ ଶାନ୍ତି ରହିବ। ପ୍ରଶାସନ, ପ୍ରଶାସନ, ଯାନବାହନ, ନିର୍ମାଣ କ୍ଷେତ୍ରରେ ସଫଳତା ମିଳିବ।: [1216, 668, 1468, 736]
event-item: • ଜିଲ୍ଲାସ୍ତରୀୟ ଅଭିଯୋଗ ଶୁଣାଣି, ସ୍ଥାନ: ଆନନ୍ଦପୁର ବ୍ଲକ, ସମୟ: ପୂର୍ବାହ୍ନ ୧୦ଟା।: [8, 924, 209, 956]
event-item: • ସର୍ବଦଳୀୟ ସମିତିର ୫୪ତମ ସଭା ପରିଷଦ ବୈଠକ ବାରିପଦା ଟାଉନ ହଲ, ସମୟ: ପୂର୍ବାହ୍ନ ୧୦ଟା।: [8, 988, 211, 1037]
column-divider: [889, 130, 890, 1220]
article-column-3: [560, 1250, 828, 1685]
event-item: • ବିଶିଷ୍ଟ କର୍ମଯୋଗୀ ଜଗତୀ ପ୍ରଦିପାଲଙ୍କ ପରିବାର ୧୦ତମ ଶ୍ରାଦ୍ଧବାର୍ଷିକୀ ଶ୍ରଦ୍ଧାଞ୍ଜଳୀ ସଭା, ସ୍ଥାନ: କର୍ମଶାଳା ଭବନ, ୟୁନିଟ୍-୫, ସମୟ: ସନ୍ଧ୍ୟା ୬ଟା ୨୦।: [8, 307, 211, 390]
event-item: • ପ୍ରଧାନ ପଞ୍ଚାୟତ ଜନଶୁଣାଣି କାର୍ଯ୍ୟକ୍ରମ, ସ୍ଥାନ: ଖପ୍ରାଖୋଲ, ସମୟ: ପୂର୍ବାହ୍ନ ୧୦ଟା ୩୦।: [668, 591, 882, 640]
black-dot: [304, 2314, 313, 2323]
event-item: • ମହିଳା ମଙ୍ଗଳ ଓ ସ୍ୱାସ୍ଥ୍ୟ ସଚେତନତା, ସ୍ଥାନ: ଗ୍ରାମ୍ୟ ମନ୍ଦିର ପରିସର, ରାୟଗଡ଼ା, ସମୟ: ପୂର୍ବାହ୍ନ ୧୦ଟା।: [450, 642, 645, 691]
zodiac-icon: ♑: [1128, 1537, 1204, 1613]
article-column-4: [836, 1250, 1124, 1649]
district-heading: ବୌଦ୍ଧ: [893, 362, 951, 386]
district-heading: ସୁବର୍ଣ୍ଣପୁର: [893, 558, 985, 582]
agenda-column-2: [222, 160, 444, 1058]
black-dot: [744, 2314, 753, 2323]
district-heading: ରାଉରକେଲା: [668, 680, 763, 704]
event-item: • ଶ୍ରୀଜଗନ୍ନାଥ ବୋଲବମ ସଂଘ ପକ୍ଷରୁ ବୋଲବମ ପଦଯାତ୍ରା, ସ୍ଥାନ: ଆଳି, ସମୟ: ପ୍ରାତଃ ୫ଟା।: [222, 889, 419, 938]
black-dot: [1244, 2314, 1253, 2323]
agenda-column-5: [893, 140, 1121, 868]
zodiac-icon: ♊: [1128, 550, 1204, 626]
event-item: • ମାତୃକ ସମିତିରୁଟିରେ ପତ୍ରିକା ଦ୍ୱାରବର୍ତ୍ତୀର ୧୬ତମ ସ୍ମୃତିଚାରଣ ଉତ୍ସବ, ସ୍ଥାନ: ନୂତନ କଳା, ସମୟ: ଅପରାହ୍ନ ୫ଟା ୩୦।: [8, 239, 173, 305]
article-headline[interactable]: ଦମ୍ପତିଙ୍କୁ ହତ୍ୟା ...: [560, 1445, 751, 1471]
author-email[interactable]: Email:- pkmahapatro@gmail.com: [1261, 213, 1470, 228]
event-item: • ଜନ ଅଭିଯୋଗ ଶୁଣାଣି ଶିବିର, ସ୍ଥାନ: ବଣାଇ, ସମୟ: ପୂର୍ବାହ୍ନ ୧୦ଟା।: [668, 804, 847, 836]
rashifal-author: [1140, 178, 1470, 229]
event-item: • ଜିଲ୍ଲାସ୍ତରୀୟ ଜନଶୁଣାଣି ଶିବିର, ସ୍ଥାନ: ଜିଲ୍ଲାପାଳ କାର୍ଯ୍ୟାଳୟ, ସମୟ: ପୂର୍ବାହ୍ନ ୧୦ଟା।: [893, 388, 1121, 420]
agenda-column-1: [8, 140, 213, 1089]
column-divider: [446, 160, 447, 1220]
event-item: • ସ୍ୱାଧୀନତା ଦିବସ ପ୍ରସ୍ତୁତି ବୈଠକ, ସ୍ଥାନ: ଜିଲ୍ଲାପାଳ ଅଫିସ, ସମୟ: ଅପରାହ୍ନ ୪ଟା।: [668, 642, 876, 674]
event-item: • ପଲ୍ଲୀରେ ପ୍ରଶାସନ, ସ୍ଥାନ: ଓଡ଼ାପଡ଼ା ବ୍ଲକ ପଞ୍ଚାୟତ କାର୍ଯ୍ୟାଳୟ, ସମୟ: ପୂର୍ବାହ୍ନ ସାଢ଼େ ୧୦ଟା।: [222, 727, 433, 776]
column-divider: [664, 160, 665, 1220]
event-item: • ଧର୍ମଗୁରୁଙ୍କ ପରିଷଦ ପ୍ରଚାର ସଭା, ସ୍ଥାନ: ଉଦିତ ନଗର, ସମୟ: ପୂର୍ବାହ୍ନ ୧୧ଟା।: [668, 706, 876, 738]
event-item: • ପଲ୍ଲୀରେ ପ୍ରଶାସନ, ସ୍ଥାନ: ଗଣ୍ଡିଆ ବ୍ଲକ ପଞ୍ଚାୟତ କାର୍ଯ୍ୟାଳୟ, ସମୟ: ପୂର୍ବାହ୍ନ ସାଢ଼େ ୧୦ଟା।: [222, 472, 444, 521]
event-item: • ଜିଲ୍ଲାସ୍ତରୀୟ ଜନ ଅଭିଯୋଗ ଶୁଣାଣି, ସ୍ଥାନ: ପଞ୍ଚାୟତ ସମିତି କାର୍ଯ୍ୟାଳୟ, କୋଲନରା, ସମୟ: ପୂର୍ବାହ୍ନ ୧୦ଟା।: [450, 591, 645, 640]
event-item: • ବରିଷ୍ଠ ନାଗରିକ ବୈଠକ, ସ୍ଥାନ: ସାମୁଦାୟିକ ଭବନ, ସମୟ: ପୂର୍ବାହ୍ନ ୧୦ଟା।: [668, 374, 881, 406]
event-item: • ମିଳିତ ଜନଅଭିଯୋଗ ଶୁଣାଣି ଶିବିର, ସ୍ଥାନ: ଜିଲ୍ଲାପାଳଙ୍କ କାର୍ଯ୍ୟାଳୟ, ବାରିପଦା, ସମୟ: ପୂର୍ବାହ୍ନ ୧୦ଟା।: [8, 1039, 187, 1088]
yellow-dot: [731, 2314, 740, 2323]
rashi-name: ବୃଷ: [1126, 385, 1206, 407]
district-heading: କେନ୍ଦୁଝର: [8, 847, 81, 871]
district-heading: ନବରଙ୍ଗପୁର: [450, 697, 560, 721]
event-item: ପୂର୍ବାହ୍ନ ୧୦ଟା ୩୦।: [668, 161, 765, 176]
section-rule: [0, 1222, 1125, 1224]
event-item: ବିଜୟ ପ୍ରଭାତ ସଂଘ ଆନୁକୂଲ୍ୟରେ ବିଭିନ୍ନ ଅନୁଷ୍ଠାନଙ୍କ ଆରାଧନା ବିଷୟ, ସ୍ଥାନ: ଚିତ୍ରକୋଣ୍ଡା, ସମୟ - ସକାଳ ୭ଟା।: [668, 259, 876, 308]
agenda-column-3: [450, 160, 660, 1058]
event-item: • ପ୍ରଶାସନିକ ମିଳିତ ଜନଶୁଣାଣି ଶିବିର, ସ୍ଥାନ: ବ୍ଲକ କାର୍ଯ୍ୟାଳୟ, ମାର୍ଶାଘାଇ, ସମୟ: ପୂର୍ବାହ୍ନ ୧୦ଟା।: [222, 940, 437, 989]
district-heading: ଭଦ୍ରକ: [8, 630, 71, 654]
section-divider: [1385, 14, 1389, 74]
rashi-prediction: ନିଜର ଦୋଷ ଓ ତ୍ରୁଟିର ଉପରେ ନୀତି ଆପଣେଇବା ଭଲ। ଯେଉଁ କାର୍ଯ୍ୟରେ ଲାଗି ରହିଛନ୍ତି ତାହାରେ ସଫଳତା ମିଳିବ। ନିଜ ଲୋକଙ୍କ ସହ ସମ୍ପର୍କ ଦୃଢ଼ ହେବ।: [1216, 1796, 1454, 1864]
event-item: • ଶାଶ୍ୱତେଶ୍ୱର ବାବାଙ୍କ ପୂର୍ଣ୍ଣ ଜଳାଭିଷେକ, ସ୍ଥାନ: ମା’ ସମଲେଶ୍ୱରୀ ମନ୍ଦିର, ସମୟ: ସକାଳ ୬ଟା।: [893, 158, 1119, 207]
column-divider: [1123, 90, 1124, 2290]
cyan-dot: [265, 2314, 274, 2323]
section-title: ରାଜ୍ୟ: [1267, 18, 1370, 70]
article-body: ଦମ୍ପତିଙ୍କ ମୃତ୍ୟୁ ପରେ ସେମାନଙ୍କ ତିନି ଝିଅ ଅନାଥ ହୋଇଯାଇଛନ୍ତି। ଗ୍ରାମବାସୀ ଓ ସମ୍ପର୍କୀୟମାନେ ସେମାନଙ୍କ ଦାୟିତ୍ୱ ନେବାକୁ ଆଗେଇ ଆସିଛନ୍ତି। ପ୍ରଶାସନ ପକ୍ଷରୁ ସହାୟତା ଯୋଗାଇ ଦିଆଯିବ ବୋଲି ଆଶ୍ୱାସନା ମିଳିଛି।: [560, 1599, 828, 1684]
event-item: • ଅଭିଯୋଗ ଶୁଣାଣି ଶିବିର, ସ୍ଥାନ: ସେକ୍ଟର ୧୯, ସମୟ: ପୂର୍ବାହ୍ନ ୧୨ଟା।: [668, 740, 872, 772]
agenda-column-4: [668, 160, 886, 901]
logo-text: ଧରିତ୍ରୀ: [41, 13, 79, 27]
district-heading: ନୟାଗଡ଼: [450, 416, 519, 440]
rashi-name: ମେଷ: [1126, 244, 1206, 266]
article-column-1: [8, 1250, 276, 1718]
event-item: • ବରେଣ୍ୟଙ୍କ ନେଇ ସର୍ବଦଳୀୟ ବୈଠକ, ସ୍ଥାନ: ହୋଟେଲ ରେଣୁକା, ମାଷ୍ଟରକ୍ୟାଣ୍ଟିନ, ସମୟ: ପୂର୍ବାହ୍ନ ୧୦ଟା ୩୦।: [8, 171, 209, 237]
date-place: ଭୁବନେଶ୍ୱର, ସୋମବାର,: [130, 17, 327, 41]
article-headline[interactable]: ଫୁଟବଲ ପଡ଼ିଆରେ ...: [836, 1531, 1029, 1557]
rashi-prediction: ଆର୍ଥିକ ଉନ୍ନତି, ଶିକ୍ଷାରେ ସଫଳତା, ସମ୍ପର୍କରେ ନିବିଡ଼ତା ଆସିବ। ସରକାରୀ କ୍ଷେତ୍ରରେ ସୁଯୋଗ ମିଳିବ। ଗବେଷଣା, ଅନୁସନ୍ଧାନ, ବ୍ୟବସାୟ ଓ ଶିକ୍ଷା କ୍ଷେତ୍ରରେ ଭଲ ସମୟ। ସାମାଜିକ କ୍ଷେତ୍ରରେ ଯୋଗଦାନ ଫଳଦାୟକ ହେବ।: [1216, 527, 1469, 612]
magenta-dot: [1218, 2314, 1227, 2323]
article-headline[interactable]: ସତର୍କ କଲେ ...: [284, 1463, 418, 1489]
event-item: • ପ୍ରଶାସନିକ ମିଳିତ ଅଭିଯୋଗ ଶୁଣାଣି, ସ୍ଥାନ: ବ୍ଲକ ପରିସର, ସମୟ: ପୂର୍ବାହ୍ନ ୧୦ଟା।: [450, 1008, 642, 1057]
article-body: ଥିଏ ନିବିଡ଼ (୧୦) ସୋମବାର ଦିନ ଆସୁଛନ୍ତି। ରାଜ୍ୟ ସରକାରଙ୍କ ବିଭିନ୍ନ ବିଭାଗୀୟ କାର୍ଯ୍ୟକ୍ରମରେ ଯୋଗଦେବା ସହ ସେ ଉଚ୍ଚପଦସ୍ଥ ଅଧିକାରୀଙ୍କ ସହ ବୈଠକ କରିବେ। ଏହି ଗସ୍ତ ରାଜ୍ୟ ପାଇଁ ଗୁରୁତ୍ୱପୂର୍ଣ୍ଣ ବୋଲି ବିବେଚନା କରାଯାଉଛି।: [836, 1251, 1124, 1335]
rashi-name: କୁମ୍ଭ: [1126, 1654, 1206, 1676]
print-registration-marks: [0, 2300, 1477, 2339]
event-item: • ଜିଲ୍ଲାପାଳ ଓ ଏସ୍‌ପିଙ୍କ ମିଳିତ ଜନଶୁଣାଣି, ସ୍ଥାନ: ସୁବର୍ଣ୍ଣପୁର ସଦର, ସମୟ: ପୂର୍ବାହ୍ନ ୧୦ଟା।: [893, 669, 1107, 718]
event-item: • ଶ୍ରାବଣ ଦ୍ୱିତୀୟ ସୋମବାର ଉପଲକ୍ଷେ ସ୍ୱତନ୍ତ୍ର ପୂଜା, ସ୍ଥାନ: ଲୋକନାଥ ମନ୍ଦିର, ସମୟ: ସକାଳ ୫ଟା।: [893, 618, 1117, 667]
district-heading: କନ୍ଧମାଳ: [222, 229, 302, 253]
rashi-name: ବିଛା: [1126, 1231, 1206, 1253]
event-item: ସକାଳ ୫ଟା।: [893, 141, 952, 156]
article-body: ଗ୍ରାମର ଫୁଟବଲ ପଡ଼ିଆରେ ଏକ ଅଜ୍ଞାତ ମୃତଦେହ ଉଦ୍ଧାର ହୋଇଛି। ସକାଳୁ ଖେଳିବାକୁ ଯାଇଥିବା ପିଲାମାନେ ମୃତଦେହ ଦେଖି ଗ୍ରାମବାସୀଙ୍କୁ ଜଣାଇଥିଲେ। ପୋଲିସ ମୃତଦେହ ଜବତ କରି ଶବ ବ୍ୟବଚ୍ଛେଦ ପାଇଁ ପଠାଇଛି। ଘଟଣାର ତଦନ୍ତ ଚାଲିଛି।: [836, 1563, 1124, 1648]
district-heading: ବ୍ରହ୍ମପୁର: [222, 165, 312, 189]
rashi-name: ଧନୁ: [1126, 1372, 1206, 1394]
rashi-prediction: ମନ ଭିତରେ ଦ୍ୱନ୍ଦ ରହିବ। ସାଧାରଣ ମାଧ୍ୟମରେ ସୁଯୋଗ ଆସିବ। ଶେଷ ସମୟରେ ଉତ୍ତମ ଫଳ ମିଳିବ। ପାରିବାରିକ ସମ୍ପର୍କ ଦୃଢ଼ ହେବ। ଧନ ଲାଭ ହେବ। ବ୍ୟବସାୟ, ରାଜନୀତି କ୍ଷେତ୍ରରେ ସୁଯୋଗ ମିଳିବ।: [1216, 1091, 1471, 1159]
event-item: • ପଲ୍ଲୀରେ ପ୍ରଶାସନ, ସ୍ଥାନ: ପରଜଙ୍ଗ ବ୍ଲକ ପଞ୍ଚାୟତ କାର୍ଯ୍ୟାଳୟ, ସମୟ: ପୂର୍ବାହ୍ନ ସାଢ଼େ ୧୦ଟା।: [222, 625, 433, 674]
agenda-banner: ଆଜି କ’ଣ କେଉଁଠି: [225, 96, 865, 154]
page-number-footer: ୦୪: [1450, 2290, 1466, 2303]
zodiac-icon: ♎: [1128, 1114, 1204, 1190]
